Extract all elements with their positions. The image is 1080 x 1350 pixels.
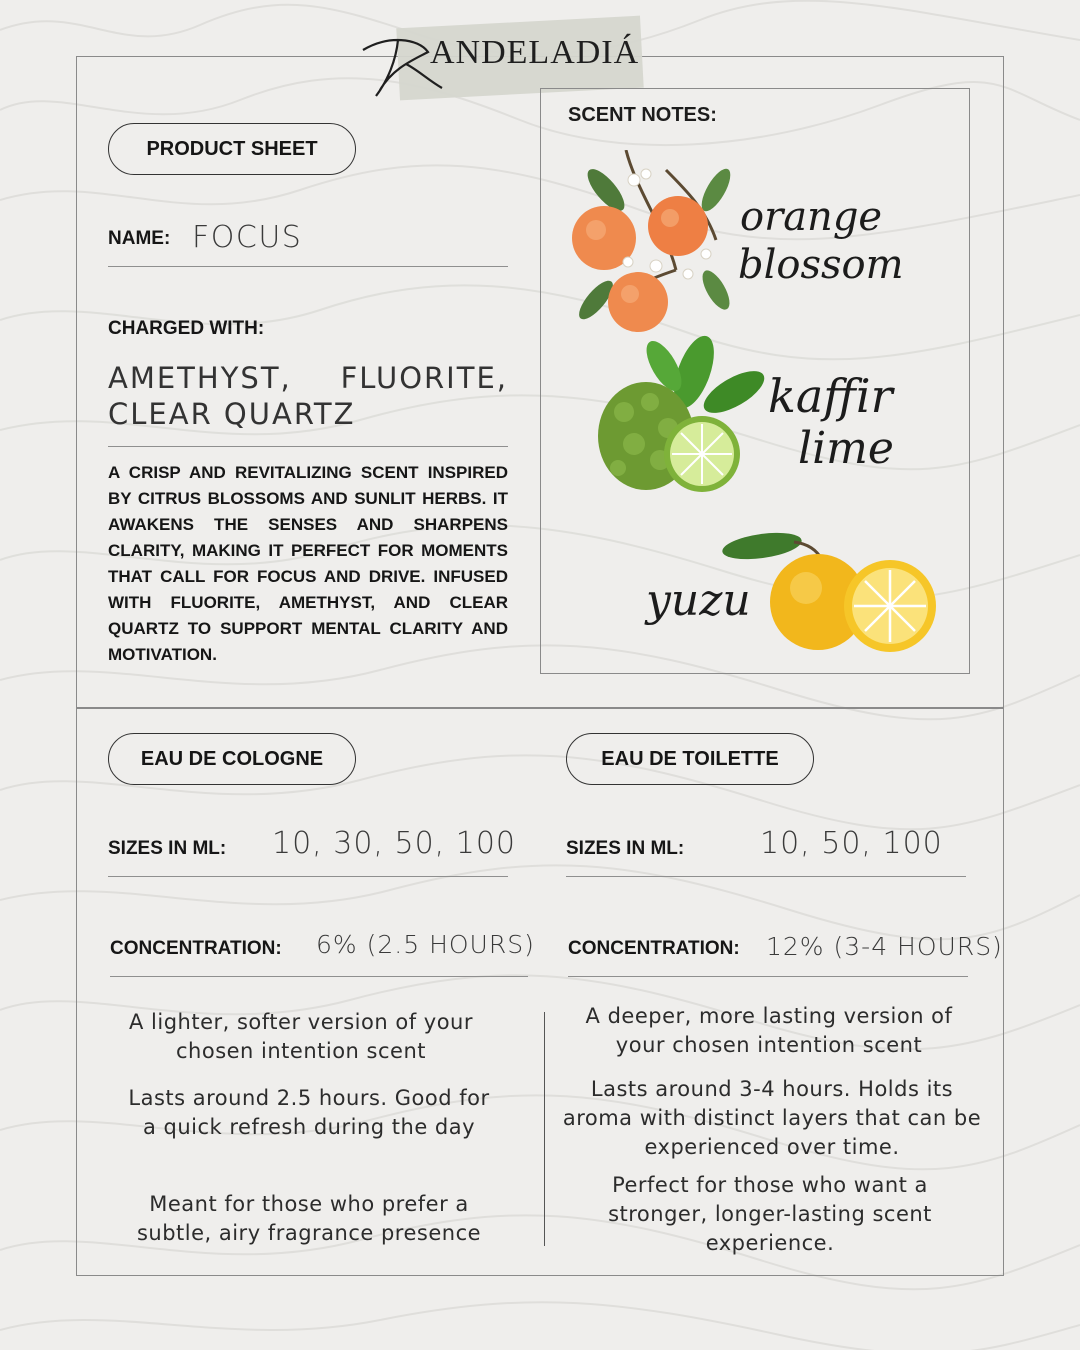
cologne-sizes: 10, 30, 50, 100 bbox=[272, 826, 516, 861]
product-description: A CRISP AND REVITALIZING SCENT INSPIRED BY CITRUS BLOSSOMS AND SUNLIT HERBS. IT AWAKENS THE SENSES AND SHARPENS CLARITY, MAKING IT PERFECT FOR MOMENTS THAT CALL FOR FOCUS AND DRIVE. INFUSED WITH FLUORITE, AMETHYST, AND CLEAR QUARTZ TO SUPPORT MENTAL CLARITY AND MOTIVATION. bbox=[108, 463, 508, 664]
scent-notes-title: SCENT NOTES: bbox=[568, 104, 717, 126]
charged-rule bbox=[108, 446, 508, 447]
toilette-conc-rule bbox=[568, 976, 968, 977]
orange-blossom-icon bbox=[566, 150, 736, 340]
product-sheet-pill: PRODUCT SHEET bbox=[108, 123, 356, 175]
toilette-line-1: A deeper, more lasting version of your chosen intention scent bbox=[585, 1004, 953, 1057]
charged-stones: AMETHYST, FLUORITE, CLEAR QUARTZ bbox=[108, 361, 508, 431]
toilette-sizes-label: SIZES IN ML: bbox=[566, 838, 685, 859]
note-kaffir-lime-line2: lime bbox=[798, 423, 894, 474]
cologne-conc-label: CONCENTRATION: bbox=[110, 938, 282, 959]
note-kaffir-lime-line1: kaffir bbox=[768, 369, 893, 423]
product-name: FOCUS bbox=[192, 220, 303, 255]
cologne-sizes-label: SIZES IN ML: bbox=[108, 838, 227, 859]
toilette-concentration: 12% (3-4 HOURS) bbox=[766, 932, 1003, 961]
column-divider bbox=[544, 1012, 545, 1246]
cologne-line-1: A lighter, softer version of your chosen intention scent bbox=[129, 1010, 473, 1063]
name-label: NAME: bbox=[108, 228, 171, 249]
cologne-sizes-rule bbox=[108, 876, 508, 877]
charged-label: CHARGED WITH: bbox=[108, 318, 265, 339]
toilette-sizes-rule bbox=[566, 876, 966, 877]
cologne-conc-rule bbox=[110, 976, 528, 977]
toilette-line-2: Lasts around 3-4 hours. Holds its aroma with distinct layers that can be experienced over time. bbox=[562, 1077, 982, 1159]
kaffir-lime-icon bbox=[594, 332, 774, 497]
note-orange-blossom-line1: orange bbox=[740, 194, 883, 240]
cologne-pill: EAU DE COLOGNE bbox=[108, 733, 356, 785]
toilette-sizes: 10, 50, 100 bbox=[760, 826, 943, 861]
note-orange-blossom-line2: blossom bbox=[738, 242, 904, 288]
brand-logo: ANDELADIÁ bbox=[430, 34, 640, 71]
note-yuzu: yuzu bbox=[646, 575, 751, 626]
toilette-line-3: Perfect for those who want a stronger, longer-lasting scent experience. bbox=[608, 1173, 932, 1255]
cologne-concentration: 6% (2.5 HOURS) bbox=[316, 930, 535, 959]
toilette-pill: EAU DE TOILETTE bbox=[566, 733, 814, 785]
toilette-conc-label: CONCENTRATION: bbox=[568, 938, 740, 959]
cologne-line-2: Lasts around 2.5 hours. Good for a quick refresh during the day bbox=[128, 1086, 490, 1139]
name-rule bbox=[108, 266, 508, 267]
cologne-line-3: Meant for those who prefer a subtle, airy fragrance presence bbox=[136, 1192, 482, 1245]
